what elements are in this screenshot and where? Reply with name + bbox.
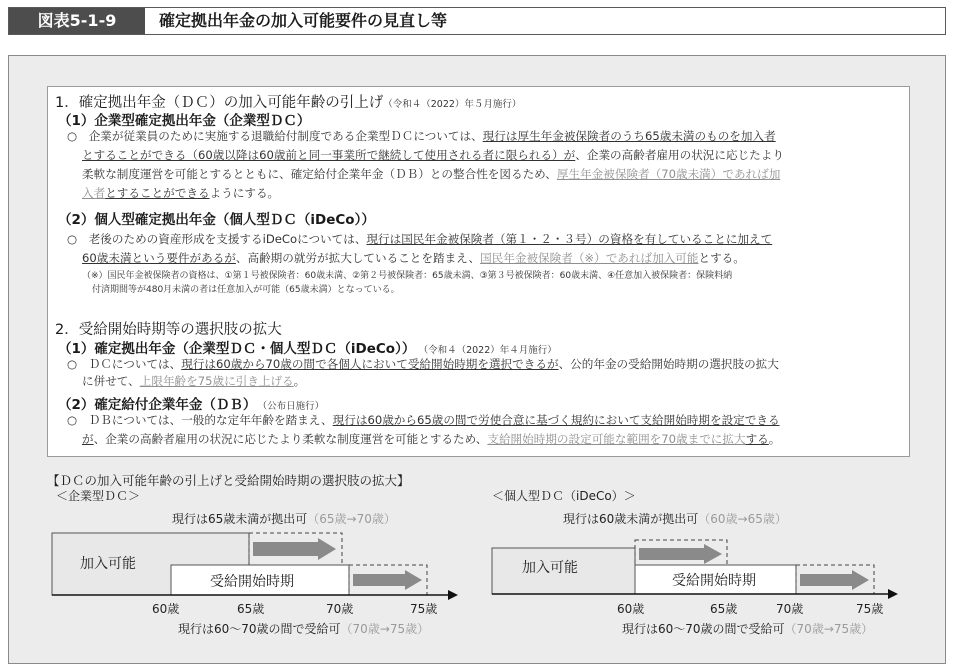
underlined-text: 60歳未満という要件があるが <box>82 251 236 265</box>
underlined-text: 現行は60歳から70歳の間で各個人において受給開始時期を選択できるが <box>181 357 559 371</box>
section-1a-title: （1）企業型確定拠出年金（企業型ＤＣ） <box>58 113 311 129</box>
right-tick-70: 70歳 <box>776 602 804 616</box>
underlined-text: とすることができる <box>105 186 210 200</box>
left-tick-70: 70歳 <box>326 602 354 616</box>
right-top-note <box>563 510 787 527</box>
gray-text: （70歳→75歳） <box>340 622 430 636</box>
section-2a-date: （令和４（2022）年４月施行） <box>423 345 557 356</box>
underlined-text: 現行は厚生年金被保険者のうち65歳未満のものを加入者 <box>482 129 776 143</box>
underlined-text: 現行は60歳から65歳の間で労使合意に基づく規約において支給開始時期を設定できる <box>332 413 780 427</box>
text-span: ○ ＤＣについては、 <box>67 357 182 371</box>
gray-text: （70歳→75歳） <box>784 622 874 636</box>
text-span: とする。 <box>698 251 745 265</box>
left-receive-label: 受給開始時期 <box>210 574 294 590</box>
footnote-line-1: （※）国民年金被保険者の資格は、①第１号被保険者：60歳未満、②第２号被保険者：65歳未満、③第３号被保険者：60歳未満、④任意加入被保険者：保険料納 <box>82 271 733 281</box>
right-tick-65: 65歳 <box>710 602 738 616</box>
text-span: 現行は60～70歳の間で受給可 <box>622 622 785 636</box>
underlined-text: 現行は国民年金被保険者（第１・２・３号）の資格を有していることに加えて <box>366 232 773 246</box>
text-span: に併せて、 <box>82 374 140 388</box>
left-tick-60: 60歳 <box>152 602 180 616</box>
left-tick-65: 65歳 <box>237 602 265 616</box>
left-bottom-note <box>178 620 429 637</box>
right-diagram-title: ＜個人型ＤＣ（iDeCo）＞ <box>492 489 636 503</box>
left-receive-arrow <box>353 570 422 590</box>
underlined-text: が <box>82 432 94 446</box>
text-span: 現行は65歳未満が拠出可 <box>172 512 308 526</box>
section-2a-title: （1）確定拠出年金（企業型ＤＣ・個人型ＤＣ（iDeCo）） <box>58 341 416 357</box>
section-2-title: 2．受給開始時期等の選択肢の拡大 <box>55 322 282 338</box>
figure-number: 図表5-1-9 <box>9 8 145 34</box>
gray-text: （65歳→70歳） <box>307 512 396 526</box>
footnote-line-2: 付済期間等が480月未満の者は任意加入が可能（65歳未満）となっている。 <box>92 285 400 295</box>
text-span: 。 <box>768 432 781 446</box>
text-span: ○ 企業が従業員のために実施する退職給付制度である企業型ＤＣについては、 <box>67 129 483 143</box>
section-1-date: （令和４（2022）年５月施行） <box>383 99 522 110</box>
highlight-text: 支給開始時期の設定可能な範囲を70歳までに拡大 <box>487 432 746 446</box>
section-2b-date: （公布日施行） <box>262 401 325 412</box>
section-1b-title: （2）個人型確定拠出年金（個人型ＤＣ（iDeCo）） <box>58 212 375 228</box>
right-enroll-label: 加入可能 <box>522 560 578 576</box>
right-enroll-arrow <box>639 544 722 564</box>
highlight-text: 入者 <box>82 186 106 200</box>
left-enroll-arrow <box>253 538 336 560</box>
text-span: 、高齢期の就労が拡大していることを踏まえ、 <box>235 251 481 265</box>
left-axis-arrow <box>448 590 458 600</box>
right-tick-75: 75歳 <box>856 602 884 616</box>
section-1-title: 1．確定拠出年金（ＤＣ）の加入可能年齢の引上げ <box>55 95 384 111</box>
text-span: 、企業の高齢者雇用の状況に応じたより <box>575 148 784 162</box>
left-diagram-title: ＜企業型ＤＣ＞ <box>56 489 141 503</box>
diagram-title: 【ＤＣの加入可能年齢の引上げと受給開始時期の選択肢の拡大】 <box>47 473 410 488</box>
text-span: 、企業の高齢者雇用の状況に応じたより柔軟な制度運営を可能とするため、 <box>93 432 488 446</box>
highlight-text: 国民年金被保険者（※）であれば加入可能 <box>480 251 699 265</box>
right-axis-arrow <box>888 589 898 599</box>
highlight-text: 厚生年金被保険者（70歳未満）であれば加 <box>556 167 781 181</box>
left-tick-75: 75歳 <box>410 602 438 616</box>
text-span: 現行は60～70歳の間で受給可 <box>178 622 341 636</box>
text-span: 柔軟な制度運営を可能とするとともに、確定給付企業年金（ＤＢ）との整合性を図るため、 <box>82 167 557 181</box>
gray-text: （60歳→65歳） <box>698 512 787 526</box>
right-bottom-note <box>622 620 873 637</box>
text-span: 、公的年金の受給開始時期の選択肢の拡大 <box>558 357 779 371</box>
underlined-text: とすることができる（60歳以降は60歳前と同一事業所で継続して使用される者に限られる）が <box>82 148 576 162</box>
figure-title: 確定拠出年金の加入可能要件の見直し等 <box>159 11 448 30</box>
text-span: ようにする。 <box>209 186 280 200</box>
text-span: ○ 老後のための資産形成を支援するiDeCoについては、 <box>67 232 367 246</box>
right-receive-arrow <box>800 570 869 590</box>
text-span: 現行は60歳未満が拠出可 <box>563 512 699 526</box>
underlined-text: する <box>745 432 769 446</box>
section-2b-title: （2）確定給付企業年金（ＤＢ） <box>58 397 257 413</box>
text-span: ○ ＤＢについては、一般的な定年年齢を踏まえ、 <box>67 413 333 427</box>
highlight-text: 上限年齢を75歳に引き上げる <box>139 374 294 388</box>
text-span: 。 <box>293 374 306 388</box>
right-receive-label: 受給開始時期 <box>672 573 756 589</box>
left-enroll-label: 加入可能 <box>80 556 136 572</box>
right-tick-60: 60歳 <box>617 602 645 616</box>
